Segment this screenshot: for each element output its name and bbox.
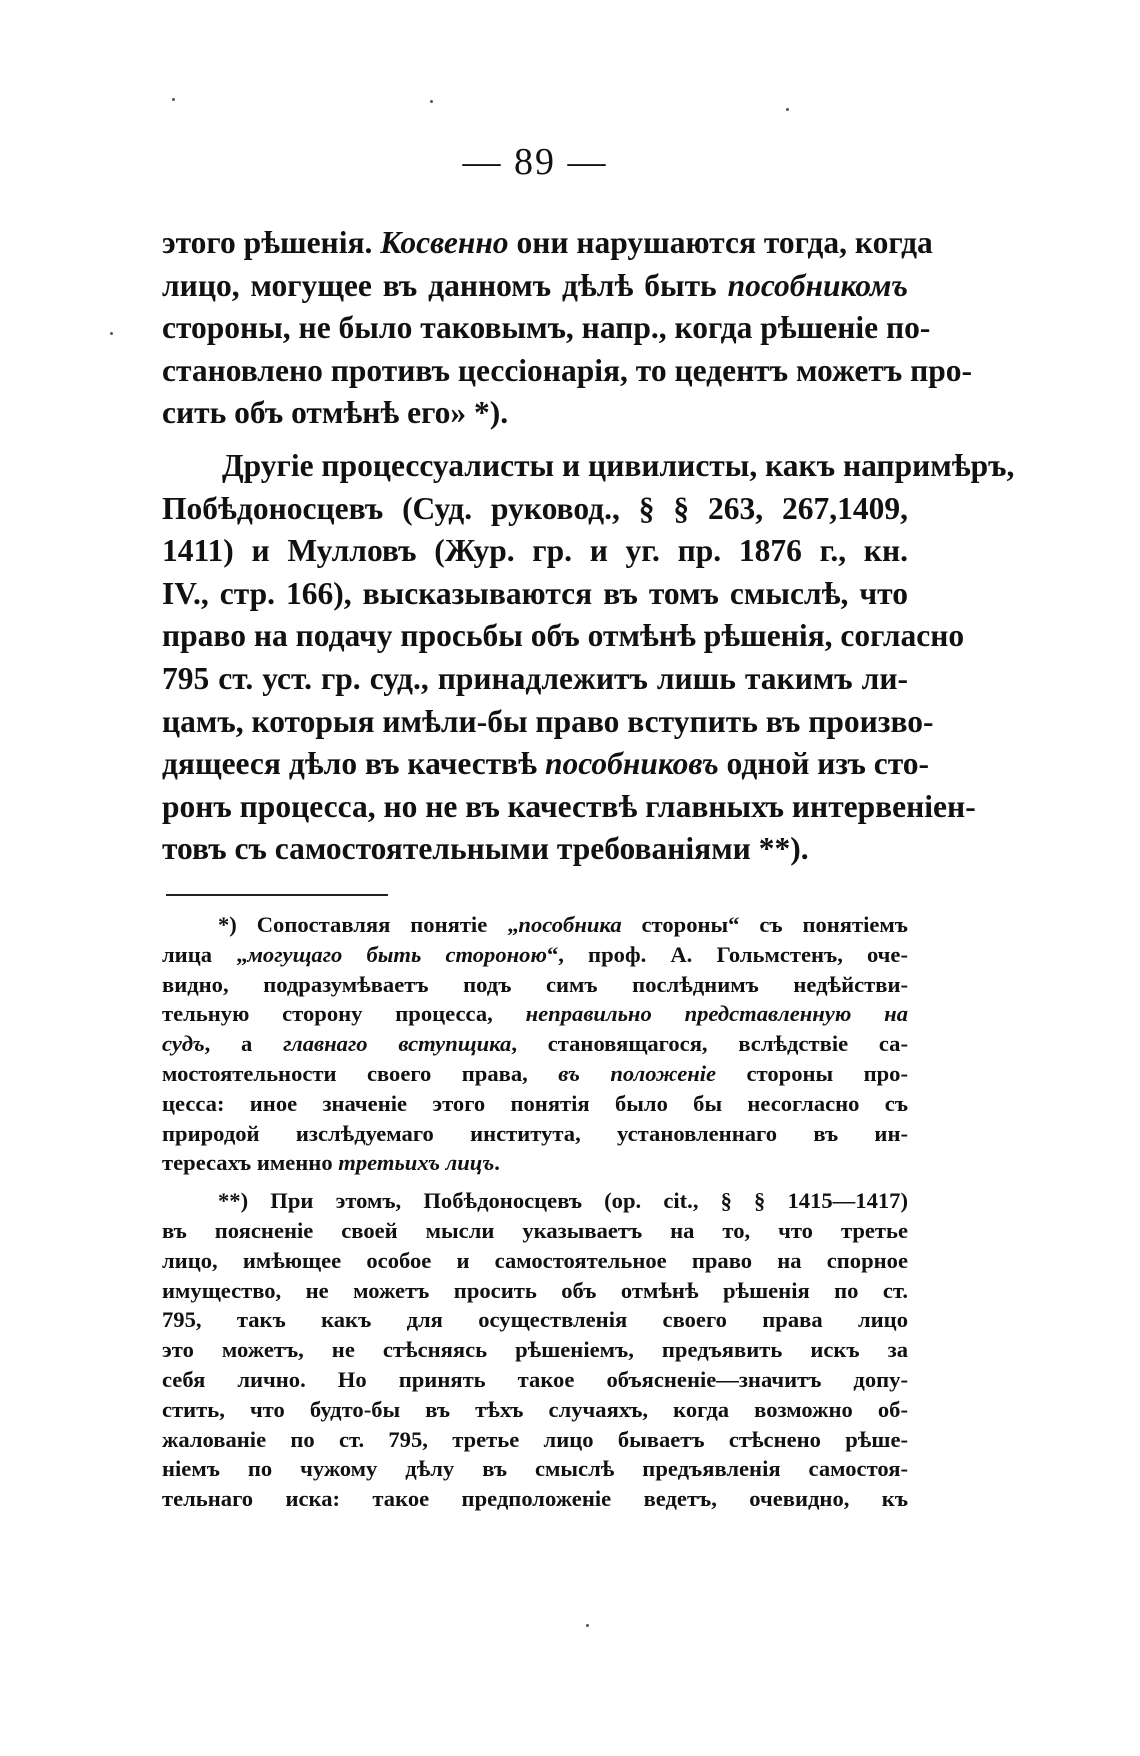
main-text <box>162 222 1015 871</box>
text-run: ронъ процесса, но не въ качествѣ главныхъ интервеніен- <box>162 788 976 824</box>
text-run: дящееся дѣло въ качествѣ <box>162 746 545 782</box>
text-run: , становящагося, вслѣдствіе са- <box>511 1031 908 1057</box>
footnote-line <box>162 910 908 940</box>
text-line <box>162 615 965 658</box>
text-run: тельную сторону процесса, <box>162 1001 526 1027</box>
scan-speck <box>430 100 433 103</box>
text-line <box>162 573 908 616</box>
footnote-line <box>162 970 908 1000</box>
footnote-line <box>162 1395 908 1425</box>
page-number: — 89 — <box>462 141 608 183</box>
text-run: тересахъ именно <box>162 1150 339 1176</box>
footnote-line <box>162 1305 908 1335</box>
footnote-separator <box>166 894 388 896</box>
scan-speck <box>110 332 113 335</box>
text-run: они нарушаются тогда, когда <box>508 225 933 260</box>
text-run: этого рѣшенія. <box>162 225 381 260</box>
text-run: цесса: иное значеніе этого понятія было бы несогласно съ <box>162 1090 908 1116</box>
italic-text: главнаго вступщика <box>283 1031 512 1057</box>
scan-speck <box>786 108 789 111</box>
text-run: стороны про- <box>716 1060 908 1086</box>
text-run: одной изъ сто- <box>718 746 930 782</box>
text-run: 1411) и Мулловъ (Жур. гр. и уг. пр. 1876 г., кн. <box>162 533 908 569</box>
scan-speck <box>172 98 175 101</box>
text-run: 795 ст. уст. гр. суд., принадлежитъ лишь такимъ ли- <box>162 660 908 696</box>
text-run: . <box>494 1150 500 1176</box>
text-run: цамъ, которыя имѣли-бы право вступить въ произво- <box>162 703 934 739</box>
italic-text: третьихъ лицъ <box>338 1150 495 1176</box>
footnote-line <box>162 1059 908 1089</box>
footnote-line <box>162 1119 908 1149</box>
italic-text: пособниковъ <box>544 746 719 782</box>
text-run: стороны, не было таковымъ, напр., когда рѣшеніе по- <box>162 310 931 346</box>
text-run: лицо, имѣющее особое и самостоятельное право на спорное <box>162 1247 908 1273</box>
text-run: становлено противъ цессіонарія, то цедентъ можетъ про- <box>162 352 972 388</box>
text-line <box>162 786 976 829</box>
footnotes <box>162 910 908 1514</box>
text-run: видно, подразумѣваетъ подъ симъ послѣднимъ недѣйстви- <box>162 971 908 997</box>
text-run: “, проф. А. Гольмстенъ, оче- <box>546 941 908 967</box>
text-line <box>162 222 933 265</box>
footnote-line <box>162 1484 908 1514</box>
footnote-line <box>162 1425 908 1455</box>
italic-text: пособникомъ <box>727 267 908 303</box>
footnote-line <box>162 1148 908 1178</box>
text-line <box>162 265 908 308</box>
text-run: право на подачу просьбы объ отмѣнѣ рѣшенія, согласно <box>162 618 965 654</box>
text-line <box>162 392 908 435</box>
text-run: лица „ <box>162 941 248 967</box>
text-run: 795, такъ какъ для осуществленія своего права лицо <box>162 1307 908 1333</box>
text-line <box>162 701 934 744</box>
text-line <box>162 488 908 531</box>
text-run: имущество, не можетъ просить объ отмѣнѣ рѣшенія по ст. <box>162 1277 908 1303</box>
italic-text: судъ <box>162 1031 205 1057</box>
text-run: природой изслѣдуемаго института, установленнаго въ ин- <box>162 1120 908 1146</box>
text-run: тельнаго иска: такое предположеніе ведетъ, очевидно, къ <box>162 1486 908 1512</box>
text-run: сить объ отмѣнѣ его» *). <box>162 395 509 431</box>
text-run: стить, что будто-бы въ тѣхъ случаяхъ, когда возможно об- <box>162 1396 908 1422</box>
italic-text: пособника <box>518 912 622 937</box>
footnote-line <box>162 1246 908 1276</box>
footnote-line <box>162 1216 908 1246</box>
italic-text: Косвенно <box>380 225 509 260</box>
text-line <box>162 658 908 701</box>
text-run: Побѣдоносцевъ (Суд. руковод., § § 263, 267,1409, <box>162 490 908 526</box>
text-run: лицо, могущее въ данномъ дѣлѣ быть <box>162 267 728 303</box>
text-line <box>162 530 908 573</box>
italic-text: въ положеніе <box>558 1060 717 1086</box>
text-run: стороны“ съ понятіемъ <box>621 912 908 937</box>
text-run: *) Сопоставляя понятіе „ <box>218 912 519 937</box>
text-run: товъ съ самостоятельными требованіями **). <box>162 831 809 867</box>
text-run: себя лично. Но принять такое объясненіе—значитъ допу- <box>162 1366 908 1392</box>
text-run: это можетъ, не стѣсняясь рѣшеніемъ, предъявить искъ за <box>162 1337 908 1363</box>
scan-speck <box>586 1624 589 1627</box>
text-run: Другіе процессуалисты и цивилисты, какъ напримѣръ, <box>222 447 1015 483</box>
footnote-line <box>162 1186 908 1216</box>
italic-text: неправильно представленную на <box>525 1001 908 1027</box>
footnote-line <box>162 1454 908 1484</box>
footnote-line <box>162 1029 908 1059</box>
text-run: въ поясненіе своей мысли указываетъ на то, что третье <box>162 1217 908 1243</box>
footnote-line <box>162 1335 908 1365</box>
text-line <box>162 828 908 871</box>
footnote-line <box>162 1276 908 1306</box>
footnote-line <box>162 940 908 970</box>
text-line <box>162 743 930 786</box>
text-run: мостоятельности своего права, <box>162 1060 559 1086</box>
footnote-line <box>162 1089 908 1119</box>
footnote-line <box>162 999 908 1029</box>
italic-text: могущаго быть стороною <box>247 941 547 967</box>
text-line <box>162 445 1015 488</box>
text-run: , а <box>204 1031 284 1057</box>
text-run: **) При этомъ, Побѣдоносцевъ (op. cit., § § 1415—1417) <box>218 1188 908 1214</box>
text-run: жалованіе по ст. 795, третье лицо бываетъ стѣснено рѣше- <box>162 1426 908 1452</box>
text-line <box>162 350 972 393</box>
text-run: IV., стр. 166), высказываются въ томъ смыслѣ, что <box>162 575 908 611</box>
footnote-line <box>162 1365 908 1395</box>
text-line <box>162 307 931 350</box>
text-run: ніемъ по чужому дѣлу въ смыслѣ предъявленія самостоя- <box>162 1456 908 1482</box>
